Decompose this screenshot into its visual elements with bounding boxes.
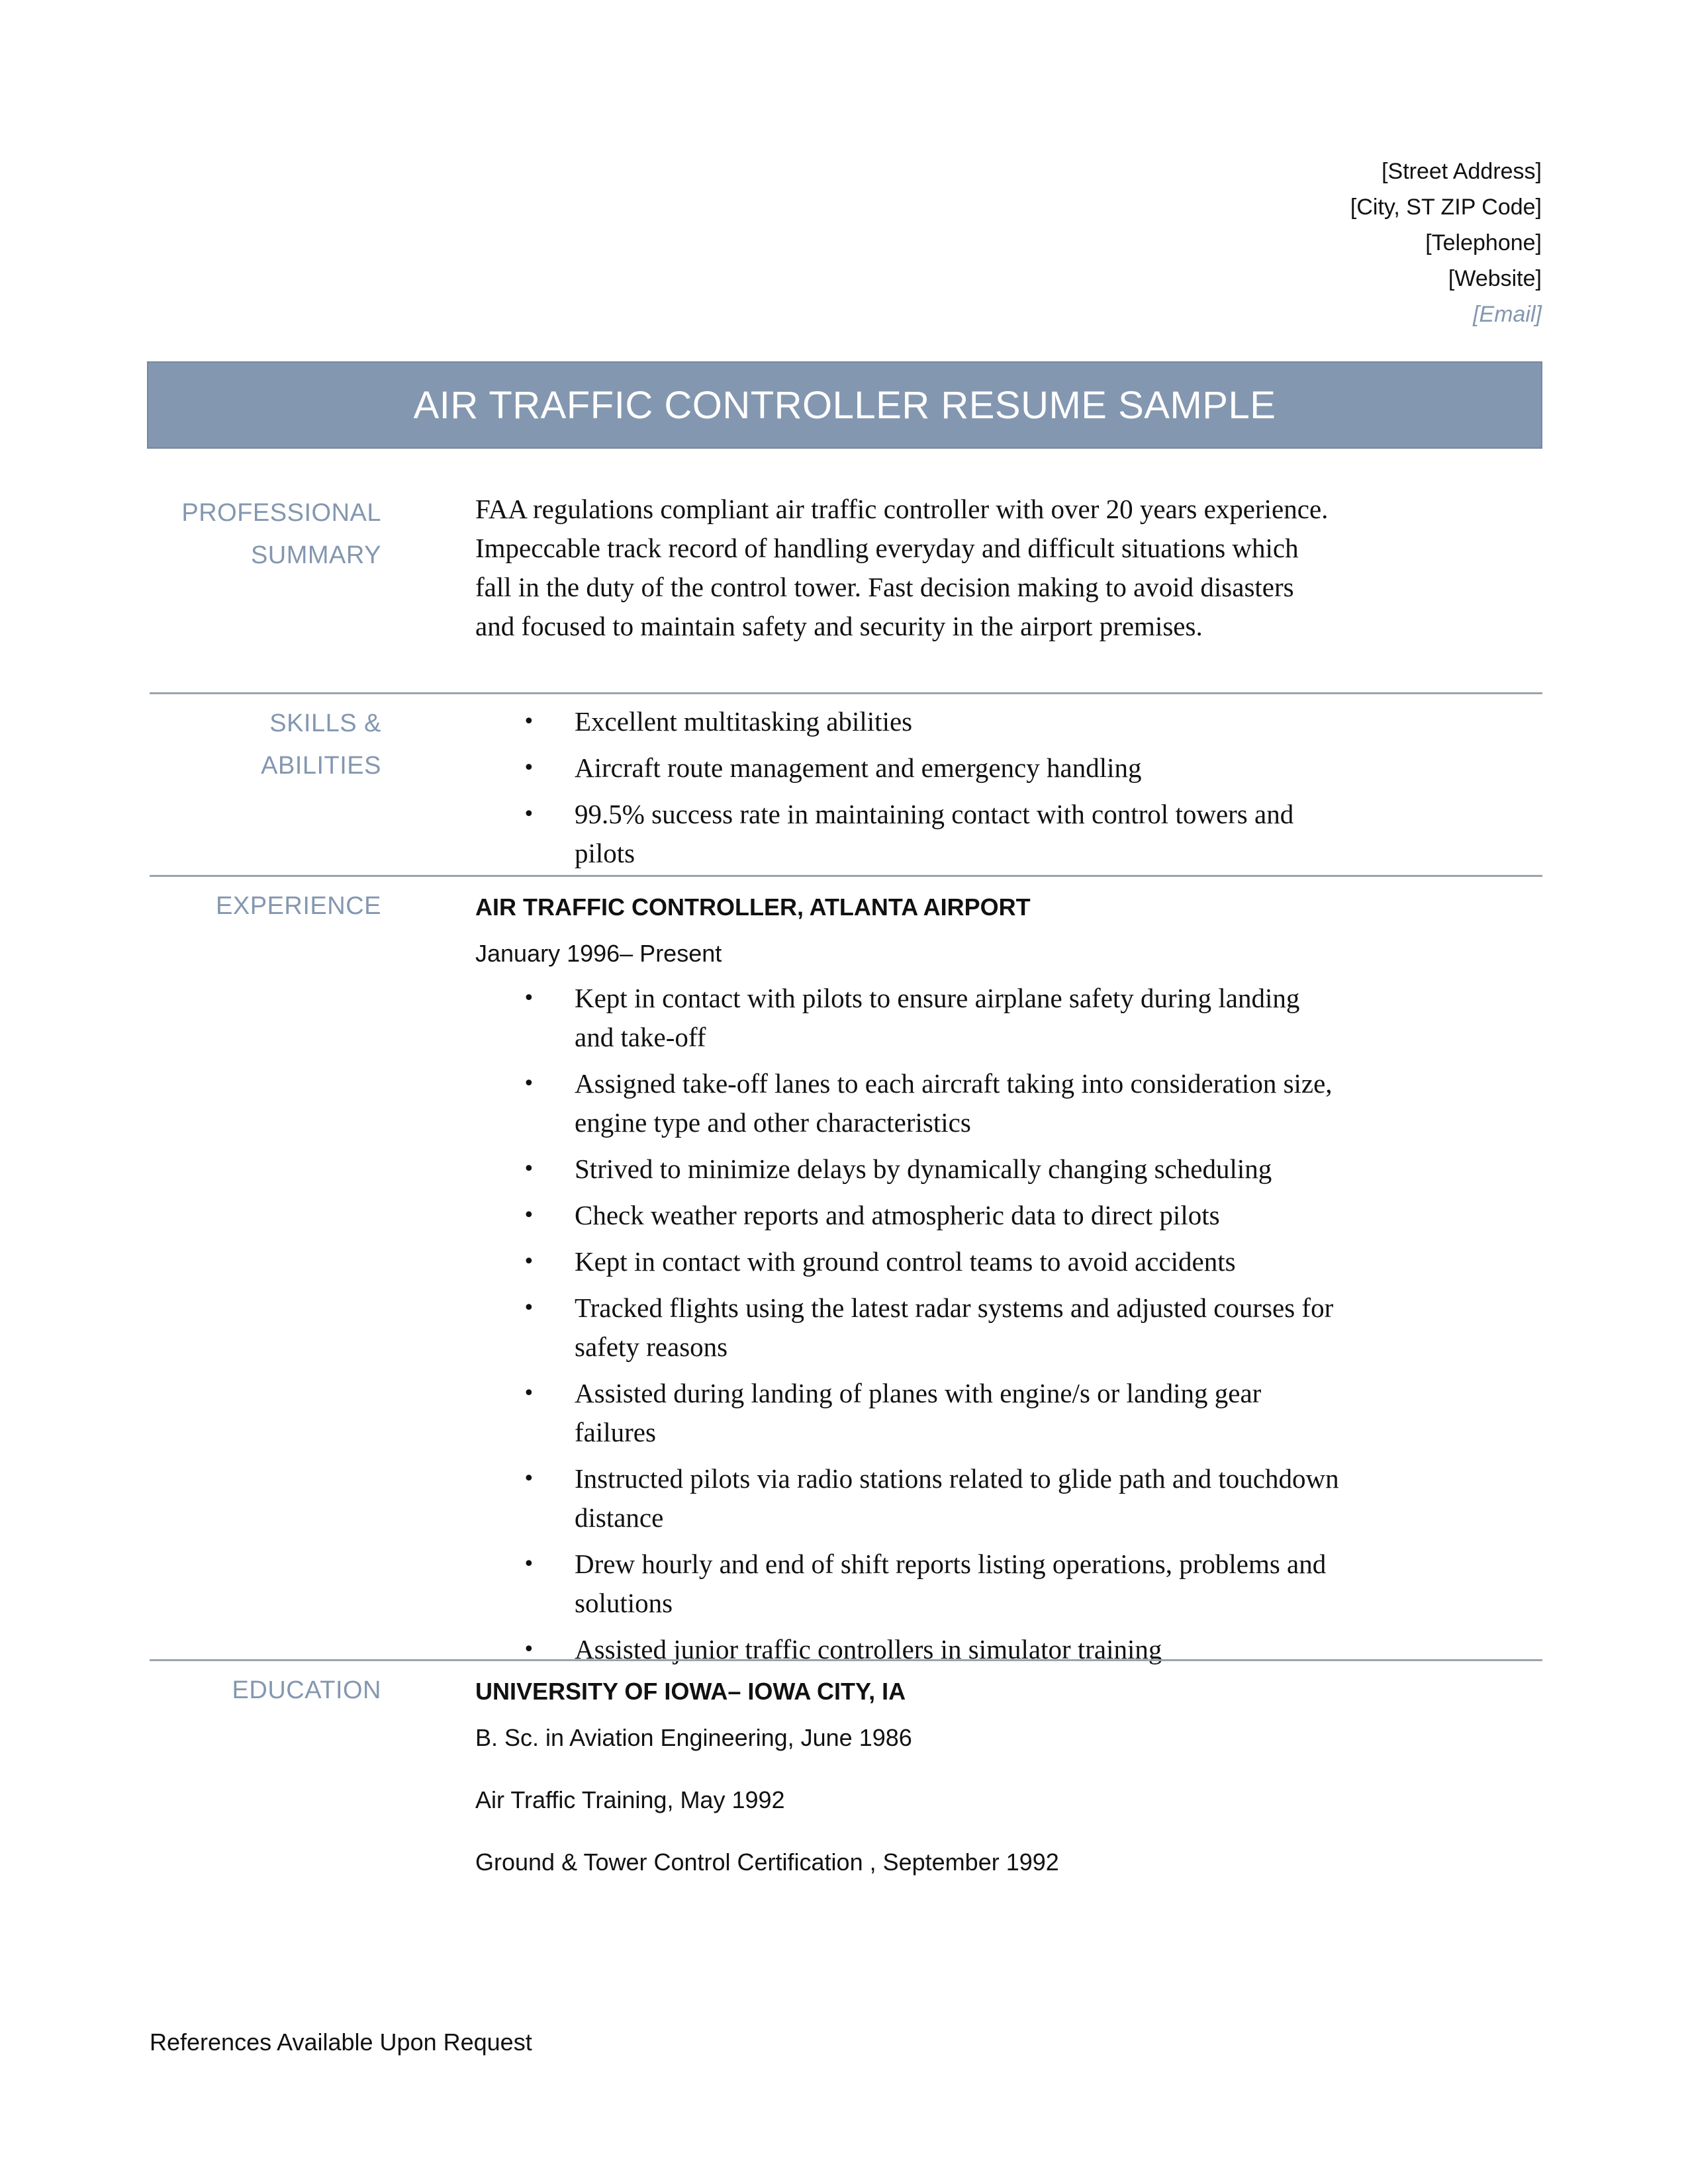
list-item	[475, 1459, 1342, 1537]
bullet-icon: •	[523, 1467, 535, 1490]
list-item	[475, 1150, 1342, 1189]
job-title: AIR TRAFFIC CONTROLLER, ATLANTA AIRPORT	[475, 893, 1031, 921]
email: [Email]	[1473, 302, 1542, 327]
bullet-icon: •	[523, 1638, 535, 1661]
list-item-text: Strived to minimize delays by dynamically changing scheduling	[575, 1154, 1272, 1184]
telephone: [Telephone]	[1425, 230, 1542, 255]
street-address: [Street Address]	[1382, 159, 1542, 184]
list-item	[475, 1242, 1342, 1281]
references-note: References Available Upon Request	[150, 2028, 532, 2056]
list-item-text: Tracked flights using the latest radar systems and adjusted courses for safety reasons	[575, 1293, 1334, 1362]
list-item-text: Assigned take-off lanes to each aircraft taking into consideration size, engine type and other characteristics	[575, 1068, 1333, 1138]
school-name: UNIVERSITY OF IOWA– IOWA CITY, IA	[475, 1678, 906, 1705]
resume-title: AIR TRAFFIC CONTROLLER RESUME SAMPLE	[413, 383, 1276, 427]
experience-label: EXPERIENCE	[216, 892, 381, 920]
list-item-text: Drew hourly and end of shift reports listing operations, problems and solutions	[575, 1549, 1327, 1618]
list-item	[475, 979, 1342, 1057]
skills-body	[475, 702, 1481, 880]
job-dates: January 1996– Present	[475, 940, 722, 967]
bullet-icon: •	[523, 1297, 535, 1320]
bullet-icon: •	[523, 803, 535, 826]
experience-list	[475, 979, 1481, 1669]
summary-text: FAA regulations compliant air traffic controller with over 20 years experience. Impeccable track record of handling everyday and difficult situations which fall in the duty of the control tower. Fast decision making to avoid disasters and focused to maintain safety and security in the airport premises.	[475, 494, 1329, 641]
bullet-icon: •	[523, 1158, 535, 1181]
list-item	[475, 702, 1342, 741]
bullet-icon: •	[523, 1553, 535, 1576]
summary-label-line1: PROFESSIONAL	[181, 499, 381, 527]
list-item	[475, 1289, 1342, 1367]
contact-block	[1350, 154, 1542, 332]
bullet-icon: •	[523, 1072, 535, 1095]
list-item-text: Kept in contact with pilots to ensure airplane safety during landing and take-off	[575, 983, 1300, 1052]
bullet-icon: •	[523, 987, 535, 1010]
experience-section	[150, 875, 1542, 1664]
training: Air Traffic Training, May 1992	[475, 1786, 785, 1813]
experience-body	[475, 885, 1481, 1676]
summary-label	[150, 492, 381, 576]
skills-section	[150, 692, 1542, 875]
summary-label-line2: SUMMARY	[250, 541, 381, 569]
education-section	[150, 1659, 1542, 1911]
list-item	[475, 1374, 1342, 1452]
list-item-text: 99.5% success rate in maintaining contact with control towers and pilots	[575, 799, 1294, 868]
bullet-icon: •	[523, 1250, 535, 1273]
website: [Website]	[1448, 266, 1542, 291]
list-item	[475, 1064, 1342, 1142]
summary-section	[150, 490, 1542, 688]
list-item-text: Excellent multitasking abilities	[575, 706, 913, 737]
list-item	[475, 749, 1342, 788]
list-item-text: Check weather reports and atmospheric data to direct pilots	[575, 1200, 1220, 1230]
city-state-zip: [City, ST ZIP Code]	[1350, 195, 1542, 220]
skills-list	[475, 702, 1481, 873]
list-item	[475, 795, 1342, 873]
bullet-icon: •	[523, 1382, 535, 1405]
education-label: EDUCATION	[232, 1676, 381, 1704]
list-item-text: Instructed pilots via radio stations related to glide path and touchdown distance	[575, 1463, 1339, 1533]
education-body	[475, 1669, 1481, 1880]
list-item	[475, 1545, 1342, 1623]
list-item-text: Aircraft route management and emergency handling	[575, 752, 1142, 783]
list-item-text: Assisted junior traffic controllers in simulator training	[575, 1634, 1162, 1664]
list-item-text: Kept in contact with ground control teams to avoid accidents	[575, 1246, 1236, 1277]
list-item-text: Assisted during landing of planes with engine/s or landing gear failures	[575, 1378, 1262, 1447]
degree: B. Sc. in Aviation Engineering, June 1986	[475, 1724, 912, 1751]
bullet-icon: •	[523, 1204, 535, 1227]
bullet-icon: •	[523, 710, 535, 733]
title-bar	[147, 361, 1542, 449]
list-item	[475, 1196, 1342, 1235]
certification: Ground & Tower Control Certification , September 1992	[475, 1848, 1059, 1876]
bullet-icon: •	[523, 756, 535, 780]
skills-label: SKILLS & ABILITIES	[261, 709, 381, 780]
